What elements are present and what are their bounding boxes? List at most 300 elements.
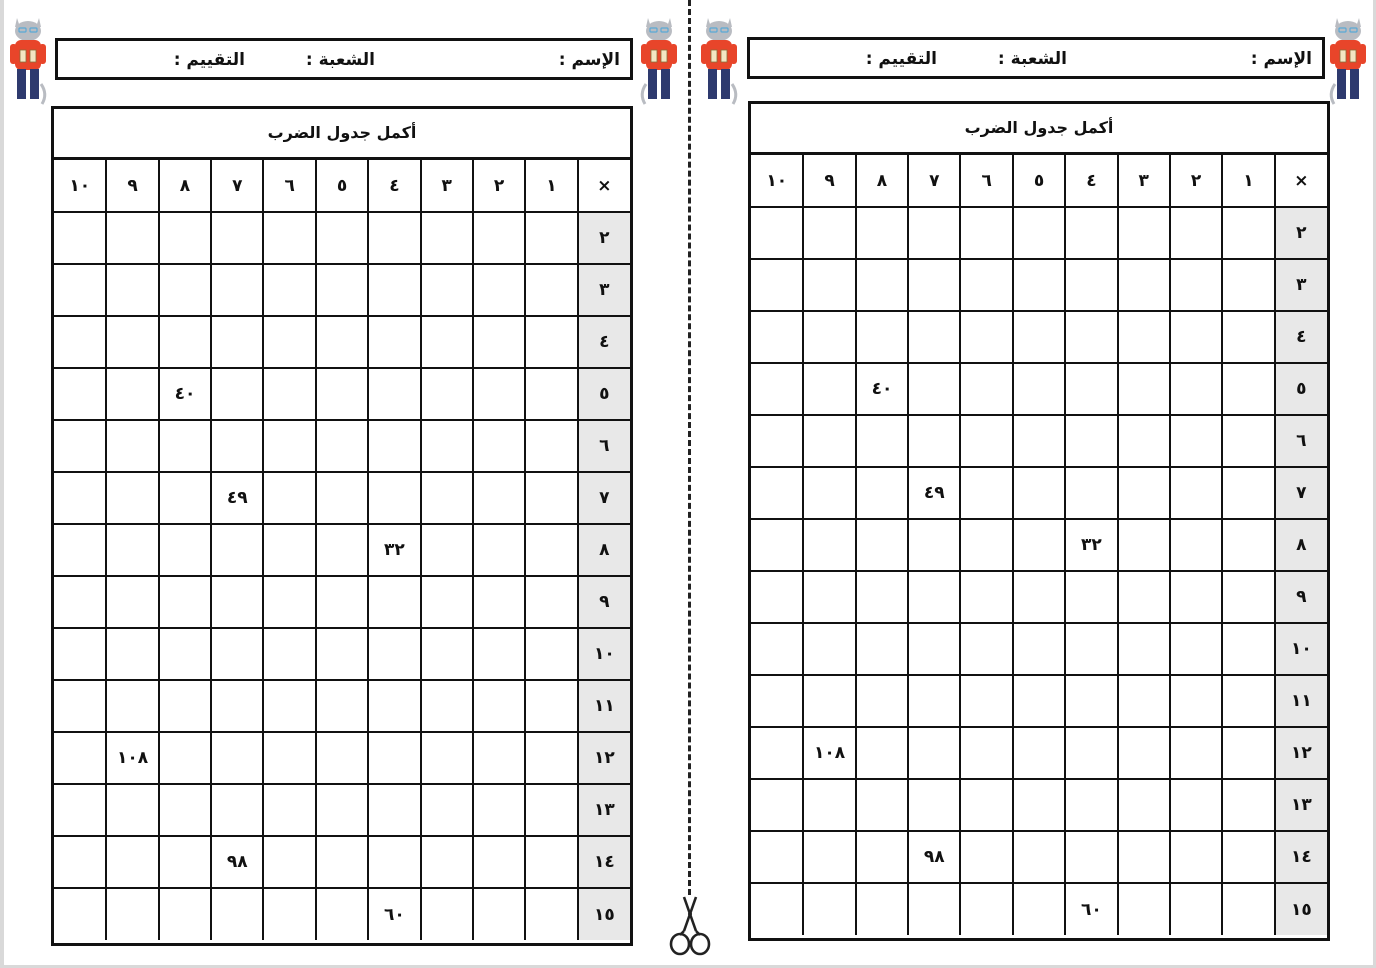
answer-cell[interactable]: [1013, 831, 1065, 883]
answer-cell[interactable]: [1170, 363, 1222, 415]
answer-cell[interactable]: [54, 680, 106, 732]
table-row: [751, 883, 1327, 935]
answer-cell[interactable]: [473, 472, 525, 524]
answer-cell[interactable]: [368, 212, 420, 264]
answer-cell[interactable]: [473, 784, 525, 836]
row-header: ٨: [1275, 519, 1327, 571]
answer-cell[interactable]: [1222, 675, 1274, 727]
answer-cell[interactable]: [1065, 831, 1117, 883]
answer-cell[interactable]: [54, 368, 106, 420]
answer-cell[interactable]: [263, 680, 315, 732]
column-header: ٤: [1065, 155, 1117, 207]
answer-cell[interactable]: [856, 571, 908, 623]
answer-cell[interactable]: [1222, 883, 1274, 935]
answer-cell[interactable]: [106, 888, 158, 940]
answer-cell[interactable]: [751, 259, 803, 311]
answer-cell[interactable]: [1222, 727, 1274, 779]
answer-cell[interactable]: [803, 623, 855, 675]
table-row: [751, 207, 1327, 259]
answer-cell[interactable]: [908, 259, 960, 311]
table-row: [751, 415, 1327, 467]
answer-cell[interactable]: [368, 836, 420, 888]
answer-cell[interactable]: [316, 212, 368, 264]
answer-cell[interactable]: [473, 576, 525, 628]
answer-cell[interactable]: [960, 311, 1012, 363]
answer-cell[interactable]: [159, 732, 211, 784]
answer-cell[interactable]: [421, 420, 473, 472]
answer-cell[interactable]: [316, 628, 368, 680]
answer-cell[interactable]: [1013, 779, 1065, 831]
answer-cell[interactable]: [106, 680, 158, 732]
answer-cell[interactable]: [803, 207, 855, 259]
table-row: [54, 784, 630, 836]
answer-cell[interactable]: [960, 675, 1012, 727]
answer-cell[interactable]: [1170, 207, 1222, 259]
answer-cell[interactable]: [803, 675, 855, 727]
answer-cell[interactable]: [316, 368, 368, 420]
answer-cell[interactable]: [368, 368, 420, 420]
answer-cell[interactable]: [106, 212, 158, 264]
answer-cell[interactable]: [159, 316, 211, 368]
answer-cell[interactable]: [211, 628, 263, 680]
answer-cell[interactable]: [473, 628, 525, 680]
answer-cell[interactable]: [159, 576, 211, 628]
answer-cell[interactable]: [1170, 259, 1222, 311]
answer-cell[interactable]: [263, 576, 315, 628]
answer-cell[interactable]: [1118, 623, 1170, 675]
answer-cell[interactable]: [54, 836, 106, 888]
answer-cell[interactable]: [54, 420, 106, 472]
answer-cell[interactable]: [1222, 363, 1274, 415]
answer-cell[interactable]: [856, 467, 908, 519]
answer-cell[interactable]: [1222, 311, 1274, 363]
answer-cell[interactable]: [106, 628, 158, 680]
answer-cell[interactable]: [211, 732, 263, 784]
answer-cell[interactable]: [368, 420, 420, 472]
answer-cell[interactable]: [803, 519, 855, 571]
answer-cell[interactable]: [421, 576, 473, 628]
answer-cell[interactable]: [316, 784, 368, 836]
answer-cell[interactable]: [1013, 207, 1065, 259]
answer-cell[interactable]: [211, 316, 263, 368]
answer-cell[interactable]: [525, 368, 577, 420]
answer-cell[interactable]: [1065, 675, 1117, 727]
answer-cell[interactable]: [368, 576, 420, 628]
answer-cell[interactable]: [803, 311, 855, 363]
answer-cell[interactable]: [54, 316, 106, 368]
answer-cell[interactable]: [159, 680, 211, 732]
answer-cell[interactable]: [316, 576, 368, 628]
column-header: ١: [525, 160, 577, 212]
answer-cell[interactable]: [751, 311, 803, 363]
answer-cell[interactable]: [54, 784, 106, 836]
answer-cell[interactable]: [316, 836, 368, 888]
answer-cell[interactable]: [106, 524, 158, 576]
answer-cell[interactable]: [368, 628, 420, 680]
answer-cell[interactable]: [908, 519, 960, 571]
answer-cell[interactable]: [54, 576, 106, 628]
answer-cell[interactable]: [368, 784, 420, 836]
answer-cell[interactable]: [1170, 831, 1222, 883]
answer-cell[interactable]: [856, 779, 908, 831]
column-header: ١٠: [751, 155, 803, 207]
answer-cell[interactable]: [1013, 727, 1065, 779]
answer-cell[interactable]: [1170, 883, 1222, 935]
answer-cell[interactable]: [106, 472, 158, 524]
answer-cell[interactable]: [54, 628, 106, 680]
answer-cell[interactable]: [525, 472, 577, 524]
answer-cell[interactable]: [908, 311, 960, 363]
answer-cell[interactable]: [1013, 623, 1065, 675]
answer-cell[interactable]: [211, 368, 263, 420]
table-row: [751, 519, 1327, 571]
answer-cell[interactable]: [908, 623, 960, 675]
answer-cell[interactable]: [1065, 571, 1117, 623]
answer-cell[interactable]: [1118, 363, 1170, 415]
answer-cell[interactable]: [1065, 415, 1117, 467]
answer-cell[interactable]: [908, 675, 960, 727]
answer-cell[interactable]: [159, 784, 211, 836]
answer-cell[interactable]: [421, 472, 473, 524]
answer-cell[interactable]: [1118, 467, 1170, 519]
answer-cell[interactable]: [159, 472, 211, 524]
answer-cell[interactable]: [473, 316, 525, 368]
answer-cell[interactable]: [960, 883, 1012, 935]
answer-cell[interactable]: [1222, 831, 1274, 883]
answer-cell[interactable]: [1118, 207, 1170, 259]
answer-cell[interactable]: [1170, 727, 1222, 779]
answer-cell[interactable]: [263, 524, 315, 576]
answer-cell[interactable]: [1222, 623, 1274, 675]
answer-cell[interactable]: [159, 836, 211, 888]
answer-cell[interactable]: [263, 264, 315, 316]
answer-cell[interactable]: [421, 212, 473, 264]
answer-cell[interactable]: [316, 732, 368, 784]
table-row: [751, 467, 1327, 519]
answer-cell[interactable]: [473, 836, 525, 888]
answer-cell[interactable]: [803, 467, 855, 519]
answer-cell[interactable]: [803, 779, 855, 831]
table-row: [751, 571, 1327, 623]
answer-cell[interactable]: [751, 519, 803, 571]
answer-cell[interactable]: [751, 415, 803, 467]
answer-cell[interactable]: [1118, 571, 1170, 623]
answer-cell[interactable]: [803, 571, 855, 623]
answer-cell[interactable]: [263, 784, 315, 836]
answer-cell[interactable]: [960, 831, 1012, 883]
given-answer-cell: ١٠٨: [803, 727, 855, 779]
answer-cell[interactable]: [960, 207, 1012, 259]
answer-cell[interactable]: [1170, 571, 1222, 623]
answer-cell[interactable]: [1222, 415, 1274, 467]
answer-cell[interactable]: [1170, 623, 1222, 675]
answer-cell[interactable]: [1222, 259, 1274, 311]
answer-cell[interactable]: [856, 519, 908, 571]
answer-cell[interactable]: [159, 524, 211, 576]
answer-cell[interactable]: [473, 524, 525, 576]
given-answer-cell: ٤٠: [159, 368, 211, 420]
answer-cell[interactable]: [1118, 259, 1170, 311]
answer-cell[interactable]: [751, 883, 803, 935]
answer-cell[interactable]: [751, 779, 803, 831]
answer-cell[interactable]: [803, 415, 855, 467]
answer-cell[interactable]: [803, 259, 855, 311]
answer-cell[interactable]: [1013, 415, 1065, 467]
answer-cell[interactable]: [473, 680, 525, 732]
answer-cell[interactable]: [1118, 519, 1170, 571]
answer-cell[interactable]: [263, 628, 315, 680]
answer-cell[interactable]: [1013, 467, 1065, 519]
answer-cell[interactable]: [211, 264, 263, 316]
given-answer-cell: ٣٢: [1065, 519, 1117, 571]
answer-cell[interactable]: [960, 259, 1012, 311]
answer-cell[interactable]: [1118, 727, 1170, 779]
answer-cell[interactable]: [54, 524, 106, 576]
answer-cell[interactable]: [525, 628, 577, 680]
row-header: ٦: [578, 420, 630, 472]
answer-cell[interactable]: [751, 727, 803, 779]
answer-cell[interactable]: [1013, 363, 1065, 415]
answer-cell[interactable]: [908, 363, 960, 415]
answer-cell[interactable]: [1065, 207, 1117, 259]
answer-cell[interactable]: [525, 524, 577, 576]
answer-cell[interactable]: [421, 628, 473, 680]
student-info-box: [747, 37, 1325, 79]
answer-cell[interactable]: [1170, 779, 1222, 831]
answer-cell[interactable]: [263, 836, 315, 888]
answer-cell[interactable]: [54, 888, 106, 940]
answer-cell[interactable]: [1170, 675, 1222, 727]
answer-cell[interactable]: [421, 264, 473, 316]
answer-cell[interactable]: [263, 888, 315, 940]
answer-cell[interactable]: [751, 571, 803, 623]
answer-cell[interactable]: [421, 316, 473, 368]
answer-cell[interactable]: [960, 779, 1012, 831]
answer-cell[interactable]: [263, 368, 315, 420]
answer-cell[interactable]: [908, 207, 960, 259]
answer-cell[interactable]: [211, 888, 263, 940]
answer-cell[interactable]: [960, 363, 1012, 415]
answer-cell[interactable]: [751, 831, 803, 883]
row-header: ٧: [578, 472, 630, 524]
cat-mascot-icon: [1326, 14, 1370, 106]
row-header: ١٤: [1275, 831, 1327, 883]
answer-cell[interactable]: [1065, 311, 1117, 363]
answer-cell[interactable]: [1065, 259, 1117, 311]
answer-cell[interactable]: [525, 732, 577, 784]
answer-cell[interactable]: [54, 264, 106, 316]
answer-cell[interactable]: [1118, 415, 1170, 467]
answer-cell[interactable]: [106, 316, 158, 368]
answer-cell[interactable]: [473, 368, 525, 420]
table-row: [54, 368, 630, 420]
answer-cell[interactable]: [856, 883, 908, 935]
answer-cell[interactable]: [525, 784, 577, 836]
answer-cell[interactable]: [803, 883, 855, 935]
answer-cell[interactable]: [211, 212, 263, 264]
answer-cell[interactable]: [159, 264, 211, 316]
answer-cell[interactable]: [1222, 571, 1274, 623]
answer-cell[interactable]: [473, 888, 525, 940]
answer-cell[interactable]: [960, 727, 1012, 779]
answer-cell[interactable]: [1065, 467, 1117, 519]
answer-cell[interactable]: [908, 883, 960, 935]
answer-cell[interactable]: [1118, 675, 1170, 727]
answer-cell[interactable]: [54, 732, 106, 784]
answer-cell[interactable]: [421, 524, 473, 576]
answer-cell[interactable]: [1013, 883, 1065, 935]
answer-cell[interactable]: [316, 888, 368, 940]
answer-cell[interactable]: [1013, 311, 1065, 363]
answer-cell[interactable]: [211, 680, 263, 732]
answer-cell[interactable]: [856, 207, 908, 259]
answer-cell[interactable]: [316, 316, 368, 368]
answer-cell[interactable]: [1118, 311, 1170, 363]
answer-cell[interactable]: [421, 888, 473, 940]
answer-cell[interactable]: [1065, 623, 1117, 675]
answer-cell[interactable]: [856, 311, 908, 363]
answer-cell[interactable]: [856, 259, 908, 311]
answer-cell[interactable]: [473, 732, 525, 784]
answer-cell[interactable]: [751, 623, 803, 675]
answer-cell[interactable]: [211, 420, 263, 472]
worksheet-title: أكمل جدول الضرب: [54, 109, 630, 160]
answer-cell[interactable]: [1170, 467, 1222, 519]
answer-cell[interactable]: [856, 623, 908, 675]
answer-cell[interactable]: [159, 628, 211, 680]
answer-cell[interactable]: [1013, 675, 1065, 727]
answer-cell[interactable]: [368, 264, 420, 316]
column-header: ٦: [960, 155, 1012, 207]
answer-cell[interactable]: [960, 467, 1012, 519]
answer-cell[interactable]: [263, 212, 315, 264]
answer-cell[interactable]: [751, 467, 803, 519]
answer-cell[interactable]: [1065, 727, 1117, 779]
answer-cell[interactable]: [1170, 311, 1222, 363]
answer-cell[interactable]: [856, 675, 908, 727]
answer-cell[interactable]: [106, 264, 158, 316]
column-header: ٥: [316, 160, 368, 212]
answer-cell[interactable]: [1118, 831, 1170, 883]
answer-cell[interactable]: [316, 472, 368, 524]
answer-cell[interactable]: [54, 212, 106, 264]
answer-cell[interactable]: [1065, 363, 1117, 415]
answer-cell[interactable]: [856, 831, 908, 883]
answer-cell[interactable]: [211, 576, 263, 628]
answer-cell[interactable]: [525, 836, 577, 888]
answer-cell[interactable]: [368, 316, 420, 368]
answer-cell[interactable]: [1222, 779, 1274, 831]
answer-cell[interactable]: [421, 732, 473, 784]
answer-cell[interactable]: [525, 576, 577, 628]
answer-cell[interactable]: [1065, 779, 1117, 831]
answer-cell[interactable]: [263, 472, 315, 524]
answer-cell[interactable]: [525, 888, 577, 940]
answer-cell[interactable]: [908, 571, 960, 623]
answer-cell[interactable]: [106, 836, 158, 888]
answer-cell[interactable]: [856, 415, 908, 467]
answer-cell[interactable]: [368, 732, 420, 784]
answer-cell[interactable]: [106, 368, 158, 420]
answer-cell[interactable]: [316, 264, 368, 316]
answer-cell[interactable]: [525, 212, 577, 264]
answer-cell[interactable]: [908, 779, 960, 831]
answer-cell[interactable]: [421, 368, 473, 420]
answer-cell[interactable]: [54, 472, 106, 524]
answer-cell[interactable]: [1170, 415, 1222, 467]
answer-cell[interactable]: [525, 264, 577, 316]
answer-cell[interactable]: [908, 415, 960, 467]
answer-cell[interactable]: [159, 888, 211, 940]
answer-cell[interactable]: [1118, 883, 1170, 935]
table-row: [751, 363, 1327, 415]
answer-cell[interactable]: [106, 784, 158, 836]
given-answer-cell: ٤٠: [856, 363, 908, 415]
answer-cell[interactable]: [368, 680, 420, 732]
row-header: ١٥: [1275, 883, 1327, 935]
answer-cell[interactable]: [908, 727, 960, 779]
answer-cell[interactable]: [106, 420, 158, 472]
row-header: ٢: [578, 212, 630, 264]
answer-cell[interactable]: [473, 264, 525, 316]
answer-cell[interactable]: [1013, 571, 1065, 623]
answer-cell[interactable]: [316, 420, 368, 472]
answer-cell[interactable]: [1222, 519, 1274, 571]
answer-cell[interactable]: [960, 415, 1012, 467]
answer-cell[interactable]: [473, 212, 525, 264]
answer-cell[interactable]: [159, 212, 211, 264]
answer-cell[interactable]: [960, 623, 1012, 675]
answer-cell[interactable]: [106, 576, 158, 628]
answer-cell[interactable]: [1222, 467, 1274, 519]
answer-cell[interactable]: [856, 727, 908, 779]
name-label: الإسم :: [1250, 49, 1312, 69]
answer-cell[interactable]: [525, 420, 577, 472]
answer-cell[interactable]: [803, 363, 855, 415]
answer-cell[interactable]: [263, 732, 315, 784]
answer-cell[interactable]: [211, 524, 263, 576]
column-header: ٢: [473, 160, 525, 212]
answer-cell[interactable]: [316, 680, 368, 732]
answer-cell[interactable]: [803, 831, 855, 883]
answer-cell[interactable]: [263, 420, 315, 472]
answer-cell[interactable]: [421, 784, 473, 836]
table-row: [54, 680, 630, 732]
answer-cell[interactable]: [525, 316, 577, 368]
answer-cell[interactable]: [211, 784, 263, 836]
answer-cell[interactable]: [1013, 519, 1065, 571]
given-answer-cell: ٩٨: [211, 836, 263, 888]
answer-cell[interactable]: [751, 207, 803, 259]
answer-cell[interactable]: [368, 472, 420, 524]
answer-cell[interactable]: [751, 675, 803, 727]
answer-cell[interactable]: [960, 571, 1012, 623]
answer-cell[interactable]: [263, 316, 315, 368]
answer-cell[interactable]: [159, 420, 211, 472]
answer-cell[interactable]: [473, 420, 525, 472]
answer-cell[interactable]: [960, 519, 1012, 571]
answer-cell[interactable]: [316, 524, 368, 576]
answer-cell[interactable]: [421, 680, 473, 732]
table-row: [54, 732, 630, 784]
answer-cell[interactable]: [1118, 779, 1170, 831]
answer-cell[interactable]: [1013, 259, 1065, 311]
answer-cell[interactable]: [421, 836, 473, 888]
answer-cell[interactable]: [1170, 519, 1222, 571]
answer-cell[interactable]: [1222, 207, 1274, 259]
answer-cell[interactable]: [525, 680, 577, 732]
answer-cell[interactable]: [751, 363, 803, 415]
